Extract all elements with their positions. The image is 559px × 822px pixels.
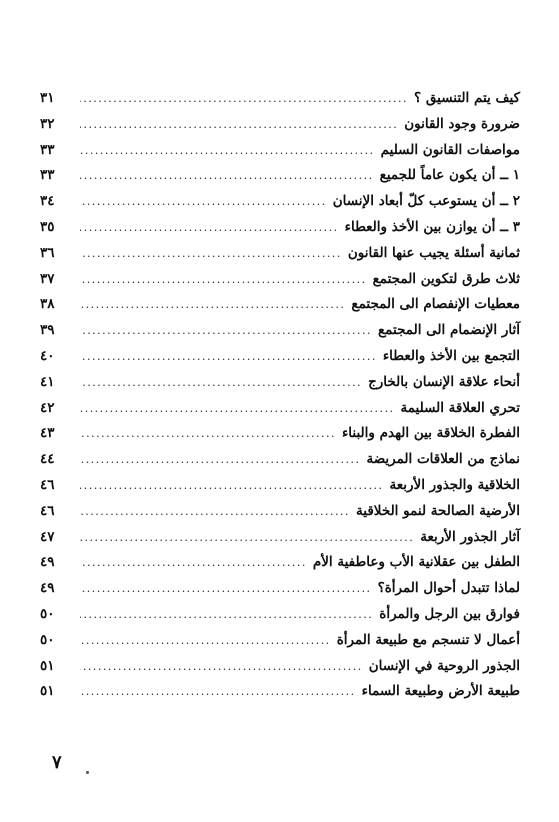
toc-entry-page: ٤٠ <box>40 347 55 364</box>
toc-entry-title: فوارق بين الرجل والمرأة <box>379 605 520 622</box>
toc-entry <box>40 318 520 344</box>
toc-entry-page: ٤٢ <box>40 399 55 416</box>
toc-entry-page: ٤٤ <box>40 451 55 468</box>
toc-leader-dots <box>80 525 414 551</box>
toc-leader-dots <box>80 396 394 422</box>
toc-leader-dots <box>80 267 367 293</box>
toc-entry-title: ثلاث طرق لتكوين المجتمع <box>372 270 520 287</box>
toc-entry <box>40 473 520 499</box>
toc-entry-title: الفطرة الخلاقة بين الهدم والبناء <box>341 425 520 442</box>
toc-entry <box>40 86 520 112</box>
toc-entry <box>40 654 520 680</box>
toc-entry-page: ٣٣ <box>40 141 55 158</box>
toc-entry <box>40 344 520 370</box>
toc-leader-dots <box>80 473 384 499</box>
toc-entry-page: ٣١ <box>40 90 55 106</box>
toc-entry <box>40 163 520 189</box>
toc-entry-page: ٣٤ <box>40 193 55 210</box>
toc-entry <box>40 292 520 318</box>
toc-entry-title: أنحاء علاقة الإنسان بالخارج <box>368 373 520 390</box>
toc-entry <box>40 189 520 215</box>
toc-entry-page: ٥٠ <box>40 605 55 622</box>
toc-entry-title: ٢ ــ أن يستوعب كلّ أبعاد الإنسان <box>332 193 520 210</box>
toc-entry-page: ٤١ <box>40 373 55 390</box>
toc-entry <box>40 499 520 525</box>
toc-entry-page: ٣٧ <box>40 270 55 287</box>
toc-leader-dots <box>80 370 362 396</box>
toc-leader-dots <box>80 602 373 628</box>
toc-leader-dots <box>80 189 327 215</box>
toc-entry <box>40 447 520 473</box>
toc-entry-page: ٤٩ <box>40 580 55 597</box>
toc-leader-dots <box>80 318 372 344</box>
toc-entry-title: الجذور الروحية في الإنسان <box>368 657 520 674</box>
toc-entry-page: ٤٧ <box>40 528 55 545</box>
toc-leader-dots <box>80 112 398 138</box>
toc-entry <box>40 112 520 138</box>
toc-entry-title: آثار الجذور الأربعة <box>420 528 520 545</box>
toc-entry <box>40 628 520 654</box>
page-dot-mark <box>86 771 89 774</box>
toc-leader-dots <box>80 447 360 473</box>
toc-leader-dots <box>80 550 307 576</box>
toc-entry-title: ضرورة وجود القانون <box>404 115 520 132</box>
toc-entry <box>40 679 520 705</box>
toc-leader-dots <box>80 576 372 602</box>
toc-entry-title: آثار الإنضمام الى المجتمع <box>378 322 520 339</box>
toc-entry-page: ٣٥ <box>40 218 55 235</box>
toc-leader-dots <box>80 86 408 112</box>
toc-entry-page: ٣٦ <box>40 244 55 261</box>
toc-entry-title: ١ ــ أن يكون عاماً للجميع <box>379 167 520 184</box>
page-number: ٧ <box>52 752 62 773</box>
toc-leader-dots <box>80 163 374 189</box>
toc-entry <box>40 370 520 396</box>
toc-leader-dots <box>80 292 345 318</box>
toc-leader-dots <box>80 421 336 447</box>
toc-entry <box>40 215 520 241</box>
toc-entry <box>40 267 520 293</box>
toc-entry-title: الأرضية الصالحة لنمو الخلاقية <box>356 502 520 519</box>
toc-entry <box>40 550 520 576</box>
toc-leader-dots <box>80 628 331 654</box>
toc-entry <box>40 396 520 422</box>
toc-entry-title: كيف يتم التنسيق ؟ <box>414 90 520 106</box>
toc-entry-title: أعمال لا تنسجم مع طبيعة المرأة <box>336 631 520 648</box>
table-of-contents <box>40 86 520 705</box>
toc-entry <box>40 525 520 551</box>
toc-entry-title: لماذا تتبدل أحوال المرأة؟ <box>377 580 520 597</box>
toc-entry-page: ٣٣ <box>40 167 55 184</box>
toc-entry-page: ٣٨ <box>40 296 55 313</box>
toc-entry-page: ٥١ <box>40 683 55 700</box>
toc-entry <box>40 576 520 602</box>
toc-entry-page: ٣٢ <box>40 115 55 132</box>
toc-entry <box>40 602 520 628</box>
toc-entry <box>40 421 520 447</box>
toc-entry-page: ٤٦ <box>40 476 55 493</box>
toc-entry-title: معطيات الإنفصام الى المجتمع <box>351 296 520 313</box>
toc-leader-dots <box>80 499 350 525</box>
toc-entry-title: ٣ ــ أن يوازن بين الأخذ والعطاء <box>344 218 520 235</box>
toc-leader-dots <box>80 679 356 705</box>
toc-entry-title: ثمانية أسئلة يجيب عنها القانون <box>347 244 520 261</box>
toc-entry-page: ٥٠ <box>40 631 55 648</box>
toc-leader-dots <box>80 215 339 241</box>
toc-leader-dots <box>80 241 342 267</box>
toc-entry-page: ٤٣ <box>40 425 55 442</box>
toc-entry-title: الطفل بين عقلانية الأب وعاطفية الأم <box>312 554 520 571</box>
toc-entry-title: تحري العلاقة السليمة <box>400 399 520 416</box>
toc-leader-dots <box>80 138 375 164</box>
toc-entry-title: الخلاقية والجذور الأربعة <box>389 476 520 493</box>
toc-entry-title: طبيعة الأرض وطبيعة السماء <box>361 683 520 700</box>
toc-entry <box>40 138 520 164</box>
toc-entry-page: ٣٩ <box>40 322 55 339</box>
toc-entry-page: ٥١ <box>40 657 55 674</box>
toc-entry-title: نماذج من العلاقات المريضة <box>366 451 520 468</box>
toc-entry <box>40 241 520 267</box>
toc-entry-page: ٤٦ <box>40 502 55 519</box>
toc-entry-title: التجمع بين الأخذ والعطاء <box>382 347 520 364</box>
toc-leader-dots <box>80 654 363 680</box>
toc-entry-title: مواصفات القانون السليم <box>380 141 520 158</box>
toc-leader-dots <box>80 344 377 370</box>
toc-entry-page: ٤٩ <box>40 554 55 571</box>
